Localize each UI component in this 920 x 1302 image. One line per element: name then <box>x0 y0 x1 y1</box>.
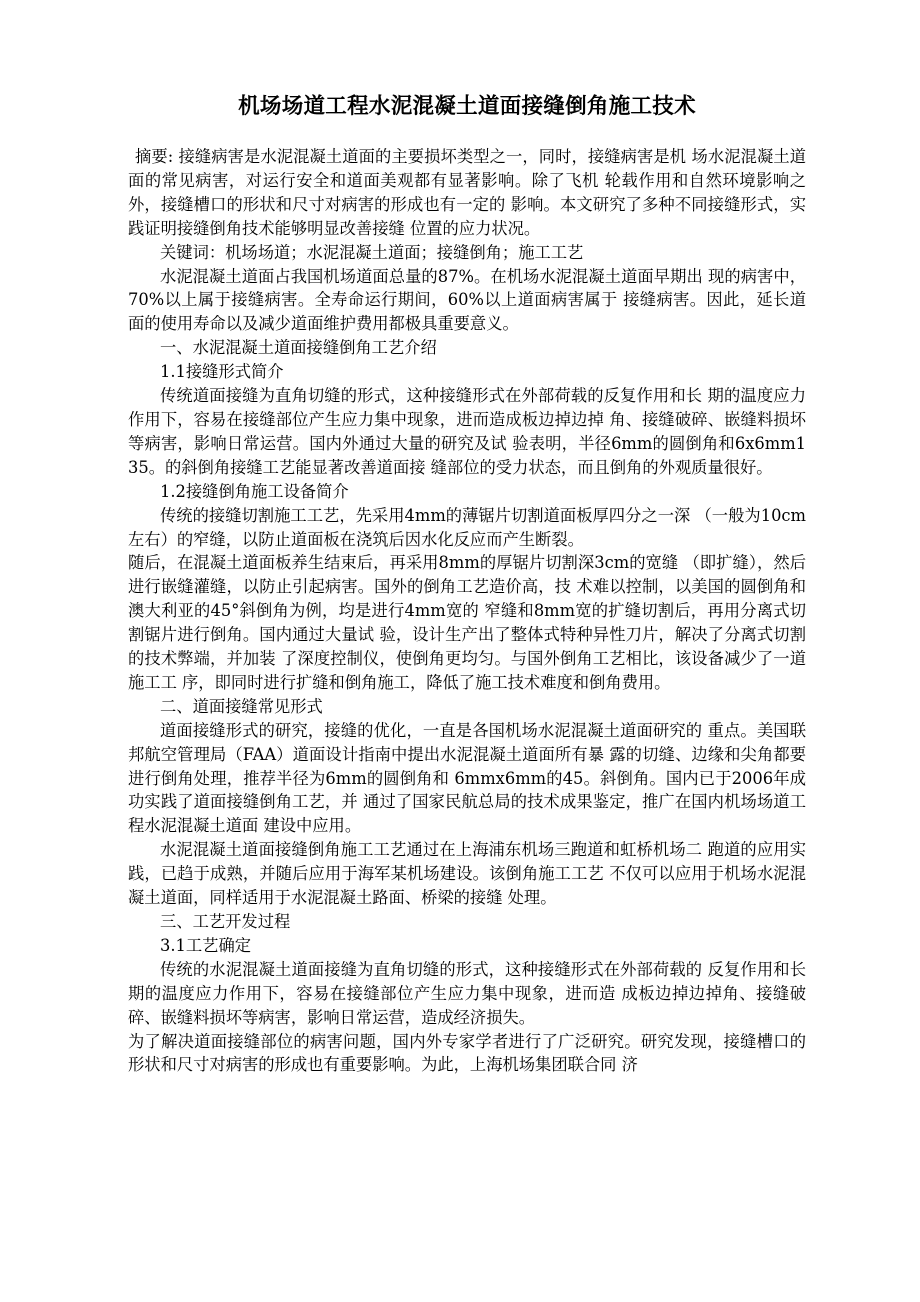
section-1-heading: 一、水泥混凝土道面接缝倒角工艺介绍 <box>160 338 437 358</box>
keywords-line: 关键词：机场场道；水泥混凝土道面；接缝倒角；施工工艺 <box>160 242 584 262</box>
section-1-2-heading: 1.2接缝倒角施工设备简介 <box>160 481 349 501</box>
intro-paragraph: 水泥混凝土道面占我国机场道面总量的87%。在机场水泥混凝土道面早期出 现的病害中，70%以上属于接缝病害。全寿命运行期间，60%以上道面病害属于 接缝病害。因此，延长道面的使用寿命以及减少道面维护费用都极具重要意义。 <box>128 266 806 334</box>
section-3-heading: 三、工艺开发过程 <box>160 912 291 931</box>
document-page <box>128 92 806 1077</box>
document-title: 机场场道工程水泥混凝土道面接缝倒角施工技术 <box>238 94 696 119</box>
section-3-1-paragraph-1: 传统的水泥混凝土道面接缝为直角切缝的形式，这种接缝形式在外部荷载的 反复作用和长期的温度应力作用下，容易在接缝部位产生应力集中现象，进而造 成板边掉边掉角、接缝破碎、嵌缝料损坏等病害，影响日常运营，造成经济损失。 <box>128 959 806 1027</box>
section-1-2-paragraph-2: 随后，在混凝土道面板养生结束后，再采用8mm的厚锯片切割深3cm的宽缝 （即扩缝），然后进行嵌缝灌缝，以防止引起病害。国外的倒角工艺造价高，技 术难以控制，以美国的圆倒角和澳大利亚的45°斜倒角为例，均是进行4mm宽的 窄缝和8mm宽的扩缝切割后，再用分离式切割锯片进行倒角。国内通过大量试 验，设计生产出了整体式特种异性刀片，解决了分离式切割的技术弊端，并加装 了深度控制仪，使倒角更均匀。与国外倒角工艺相比，该设备减少了一道施工工 序，即同时进行扩缝和倒角施工，降低了施工技术难度和倒角费用。 <box>128 553 806 692</box>
section-2-paragraph-1: 道面接缝形式的研究，接缝的优化，一直是各国机场水泥混凝土道面研究的 重点。美国联邦航空管理局（FAA）道面设计指南中提出水泥混凝土道面所有暴 露的切缝、边缘和尖角都要进行倒角处理，推荐半径为6mm的圆倒角和 6mmx6mm的45。斜倒角。国内已于2006年成功实践了道面接缝倒角工艺，并 通过了国家民航总局的技术成果鉴定，推广在国内机场场道工程水泥混凝土道面 建设中应用。 <box>128 720 806 836</box>
section-1-1-heading: 1.1接缝形式简介 <box>160 362 284 382</box>
section-3-1-heading: 3.1工艺确定 <box>160 935 252 955</box>
section-2-heading: 二、道面接缝常见形式 <box>160 696 323 716</box>
abstract-paragraph: 摘要: 接缝病害是水泥混凝土道面的主要损坏类型之一，同时，接缝病害是机 场水泥混凝土道面的常见病害，对运行安全和道面美观都有显著影响。除了飞机 轮载作用和自然环境影响之外，接缝槽口的形状和尺寸对病害的形成也有一定的 影响。本文研究了多种不同接缝形式，实践证明接缝倒角技术能够明显改善接缝 位置的应力状况。 <box>128 147 806 238</box>
section-2-paragraph-2: 水泥混凝土道面接缝倒角施工工艺通过在上海浦东机场三跑道和虹桥机场二 跑道的应用实践，已趋于成熟，并随后应用于海军某机场建设。该倒角施工工艺 不仅可以应用于机场水泥混凝土道面，同样适用于水泥混凝土路面、桥梁的接缝 处理。 <box>128 840 806 908</box>
section-1-1-paragraph: 传统道面接缝为直角切缝的形式，这种接缝形式在外部荷载的反复作用和长 期的温度应力作用下，容易在接缝部位产生应力集中现象，进而造成板边掉边掉 角、接缝破碎、嵌缝料损坏等病害，影响日常运营。国内外通过大量的研究及试 验表明，半径6mm的圆倒角和6x6mm135。的斜倒角接缝工艺能显著改善道面接 缝部位的受力状态，而且倒角的外观质量很好。 <box>128 386 806 477</box>
section-3-1-paragraph-2: 为了解决道面接缝部位的病害问题，国内外专家学者进行了广泛研究。研究发现，接缝槽口的形状和尺寸对病害的形成也有重要影响。为此，上海机场集团联合同 济 <box>128 1031 806 1075</box>
section-1-2-paragraph-1: 传统的接缝切割施工工艺，先采用4mm的薄锯片切割道面板厚四分之一深 （一般为10cm左右）的窄缝，以防止道面板在浇筑后因水化反应而产生断裂。 <box>128 505 806 549</box>
